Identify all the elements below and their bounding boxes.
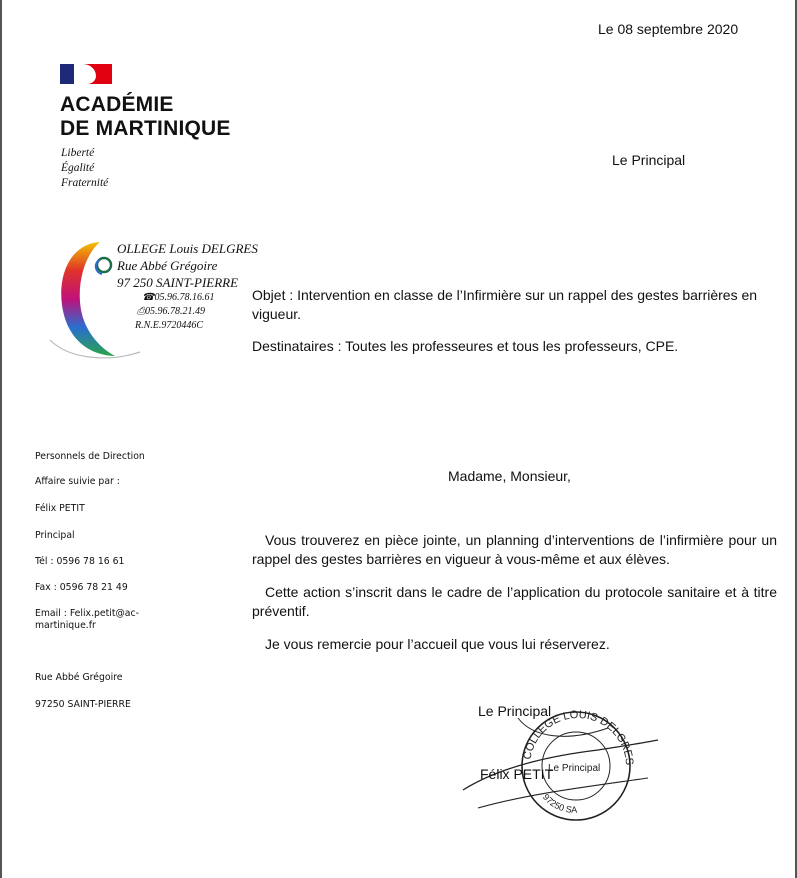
stamp-center-text: Le Principal: [548, 763, 601, 774]
signature-title: Le Principal: [478, 703, 552, 719]
sidebar-fax: Fax : 0596 78 21 49: [35, 582, 128, 593]
letter-recipients: Destinataires : Toutes les professeures et tous les professeurs, CPE.: [252, 338, 679, 354]
sidebar-role: Principal: [35, 530, 75, 541]
college-city: 97 250 SAINT-PIERRE: [117, 275, 239, 290]
stamp-bottom-text: 97250 SA: [540, 792, 578, 815]
sidebar-dept: Personnels de Direction: [35, 451, 145, 462]
stamp-ring-text: COLLEGE LOUIS DELGRES: [521, 708, 636, 766]
college-tel: ☎05.96.78.16.61: [142, 292, 215, 303]
body-paragraph-2: Cette action s’inscrit dans le cadre de l’application du protocole sanitaire et à titre préventif.: [252, 584, 777, 619]
sidebar-city: 97250 SAINT-PIERRE: [35, 699, 131, 710]
body-paragraph-3: Je vous remercie pour l’accueil que vous lui réserverez.: [265, 636, 610, 652]
academie-name: [60, 93, 231, 141]
sidebar-tel: Tél : 0596 78 16 61: [35, 556, 125, 567]
letter-date: Le 08 septembre 2020: [598, 21, 739, 37]
motto-fraternite: Fraternité: [61, 177, 109, 189]
sidebar-email-1: Email : Felix.petit@ac-: [35, 608, 139, 619]
academie-line2: DE MARTINIQUE: [60, 117, 231, 140]
sidebar-affaire: Affaire suivie par :: [35, 476, 120, 487]
salutation: Madame, Monsieur,: [448, 468, 571, 484]
signature-name: Félix PETIT: [480, 766, 554, 782]
sender-title: Le Principal: [612, 152, 686, 168]
sidebar-street: Rue Abbé Grégoire: [35, 672, 123, 683]
college-street: Rue Abbé Grégoire: [117, 258, 218, 273]
academie-line1: ACADÉMIE: [60, 93, 174, 116]
body-paragraph-1: Vous trouverez en pièce jointe, un planning d’interventions de l’infirmière pour un rappel des gestes barrières en vigueur à vous-même et aux élèves.: [252, 532, 777, 567]
motto-liberte: Liberté: [61, 147, 95, 159]
college-name: OLLEGE Louis DELGRES: [117, 241, 258, 256]
marianne-logo-icon: [60, 64, 112, 84]
republic-motto: [61, 146, 108, 191]
page-border-left: [0, 0, 2, 878]
sidebar-name: Félix PETIT: [35, 503, 85, 514]
college-rne: R.N.E.9720446C: [135, 320, 204, 331]
college-address: [117, 240, 258, 333]
motto-egalite: Égalité: [61, 162, 95, 174]
college-fax: ⎙05.96.78.21.49: [137, 306, 205, 317]
sidebar-email-2: martinique.fr: [35, 620, 96, 631]
letter-subject: Objet : Intervention en classe de l’Infirmière sur un rappel des gestes barrières en vigueur.: [252, 287, 758, 322]
